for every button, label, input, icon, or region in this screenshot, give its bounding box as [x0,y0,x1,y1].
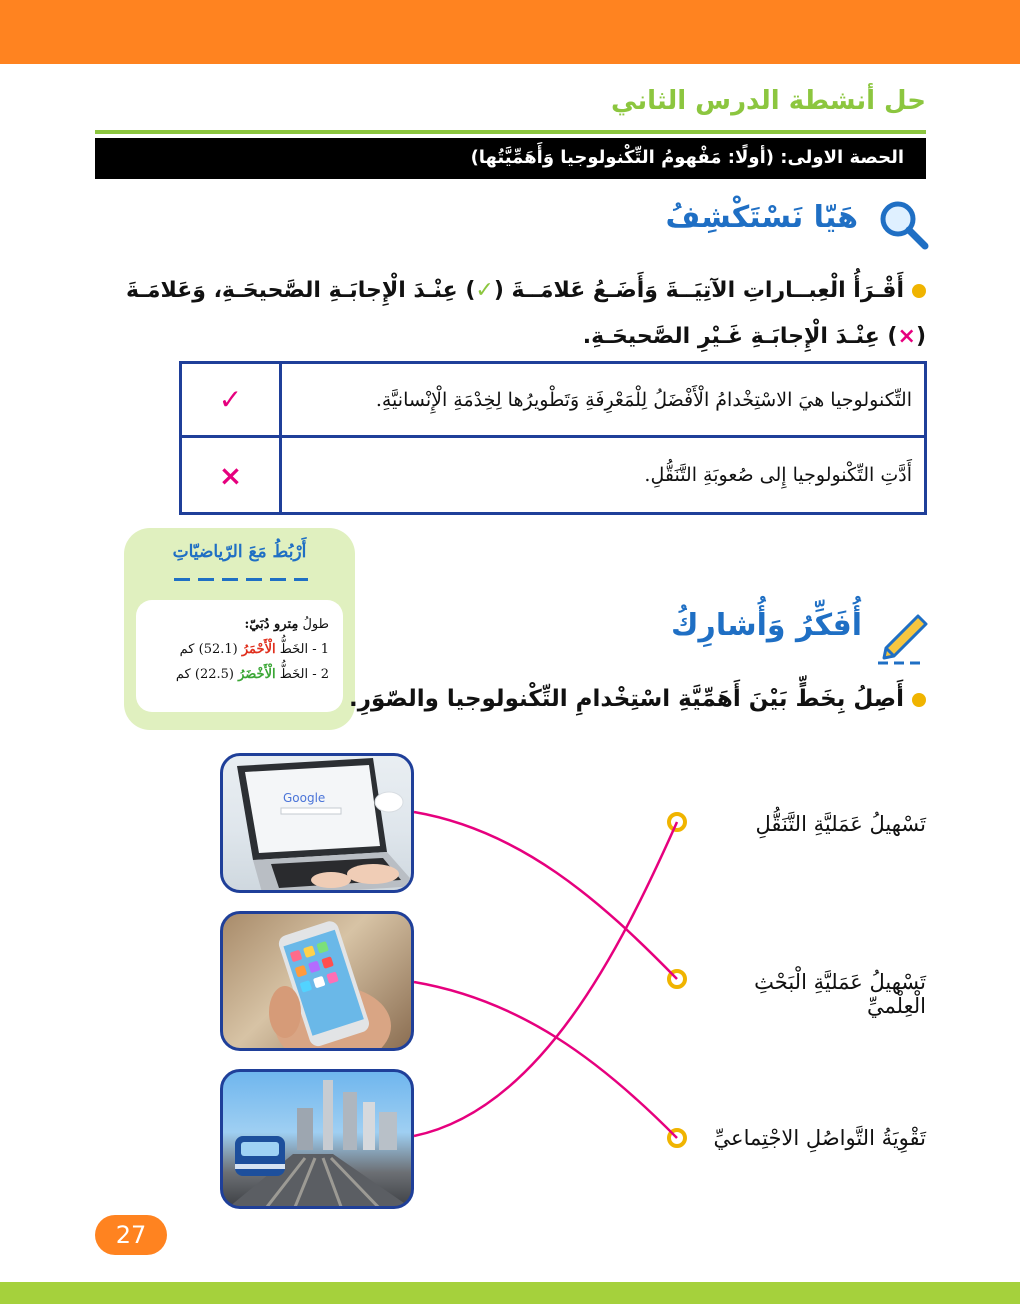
explore-title: هَيّا نَسْتَكْشِفُ [665,200,858,235]
link-laptop-research [414,812,677,979]
matching-instruction [300,686,926,712]
metro-illustration [223,1072,414,1209]
lesson-banner: الحصة الاولى: (أولًا: مَفْهومُ التِّكْنولوجيا وَأَهَمِّيَّتُها) [95,138,926,179]
match-point-1[interactable] [667,812,687,832]
laptop-illustration [223,756,414,893]
magnifier-icon [876,197,930,251]
red-line-length [146,637,329,662]
line2-value: (22.5) كم [175,667,239,682]
question-prefix: طولُ [298,617,329,632]
choice-research: تَسْهيلُ عَمَليَّةِ الْبَحْثِ الْعِلْميِّ [754,970,926,1018]
instruction-mid: ) عِنْـدَ الْإِجابَـةِ الصَّحيحَـةِ، وَعَلامَـةَ ( [126,278,926,349]
laptop-photo[interactable] [220,753,414,893]
page-number: 27 [95,1215,167,1255]
line2-prefix: 2 - الخَطُّ [275,667,329,682]
bullet-icon [912,284,926,298]
line1-value: (52.1) كم [179,642,242,657]
line1-prefix: 1 - الخَطُّ [275,642,329,657]
answer-check-icon[interactable]: ✓ [218,383,243,416]
math-box-title: أَرْبُطُ مَعَ الرّياضيّاتِ [172,542,307,562]
dashed-divider [174,578,308,581]
link-phone-social [414,982,677,1138]
section-heading: حل أنشطة الدرس الثاني [611,86,926,116]
check-mark-sample: ✓ [475,278,494,303]
think-share-title: أُفَكِّرُ وَأُشارِكُ [671,608,862,643]
metro-question [146,612,329,637]
answer-cross-icon[interactable]: × [218,458,243,492]
choice-transport: تَسْهيلُ عَمَليَّةِ التَّنَقُّلِ [755,812,926,836]
table-divider [279,364,282,512]
red-word: الْأَحْمَرُ [241,642,276,657]
choice-social: تَقْوِيَةُ التَّواصُلِ الاجْتِماعيِّ [713,1126,926,1150]
bullet-icon [912,693,926,707]
statement-text: أَدَّتِ التِّكْنولوجيا إِلى صُعوبَةِ التَّنَقُّلِ. [644,464,912,486]
bottom-green-bar [0,1282,1020,1304]
green-line-length [146,662,329,687]
match-point-3[interactable] [667,1128,687,1148]
cross-mark-sample: × [897,324,916,349]
table-row [182,364,924,438]
instruction-end: ) عِنْـدَ الْإِجابَـةِ غَـيْرِ الصَّحيحَـةِ. [582,324,898,349]
statement-text: التِّكنولوجيا هيَ الاسْتِخْدامُ الْأَفْضَلُ لِلْمَعْرِفَةِ وَتَطْويرُها لِخِدْمَةِ الْإِنْسانيَّةِ. [375,388,912,411]
matching-instruction-text: أَصِلُ بِخَطٍّ بَيْنَ أَهَمِّيَّةِ اسْتِخْدامِ التِّكْنولوجيا والصّوَرِ. [349,686,904,712]
metro-train-photo[interactable] [220,1069,414,1209]
instruction-start: أَقْـرَأُ الْعِبــاراتِ الآتِيَــةَ وَأَضَـعُ عَلامَــةَ ( [493,278,904,303]
link-metro-transport [414,822,677,1136]
question-subject: مِترو دُبَيّ: [244,617,299,632]
google-logo-text: Google [283,791,326,805]
top-orange-bar [0,0,1020,64]
pencil-icon [874,610,930,666]
smartphone-illustration [223,914,414,1051]
answer-table [179,361,927,515]
heading-divider [95,130,926,134]
green-word: الْأَخْضَرُ [238,667,276,682]
smartphone-photo[interactable] [220,911,414,1051]
table-row [182,438,924,512]
explore-instruction [95,268,926,360]
match-point-2[interactable] [667,969,687,989]
